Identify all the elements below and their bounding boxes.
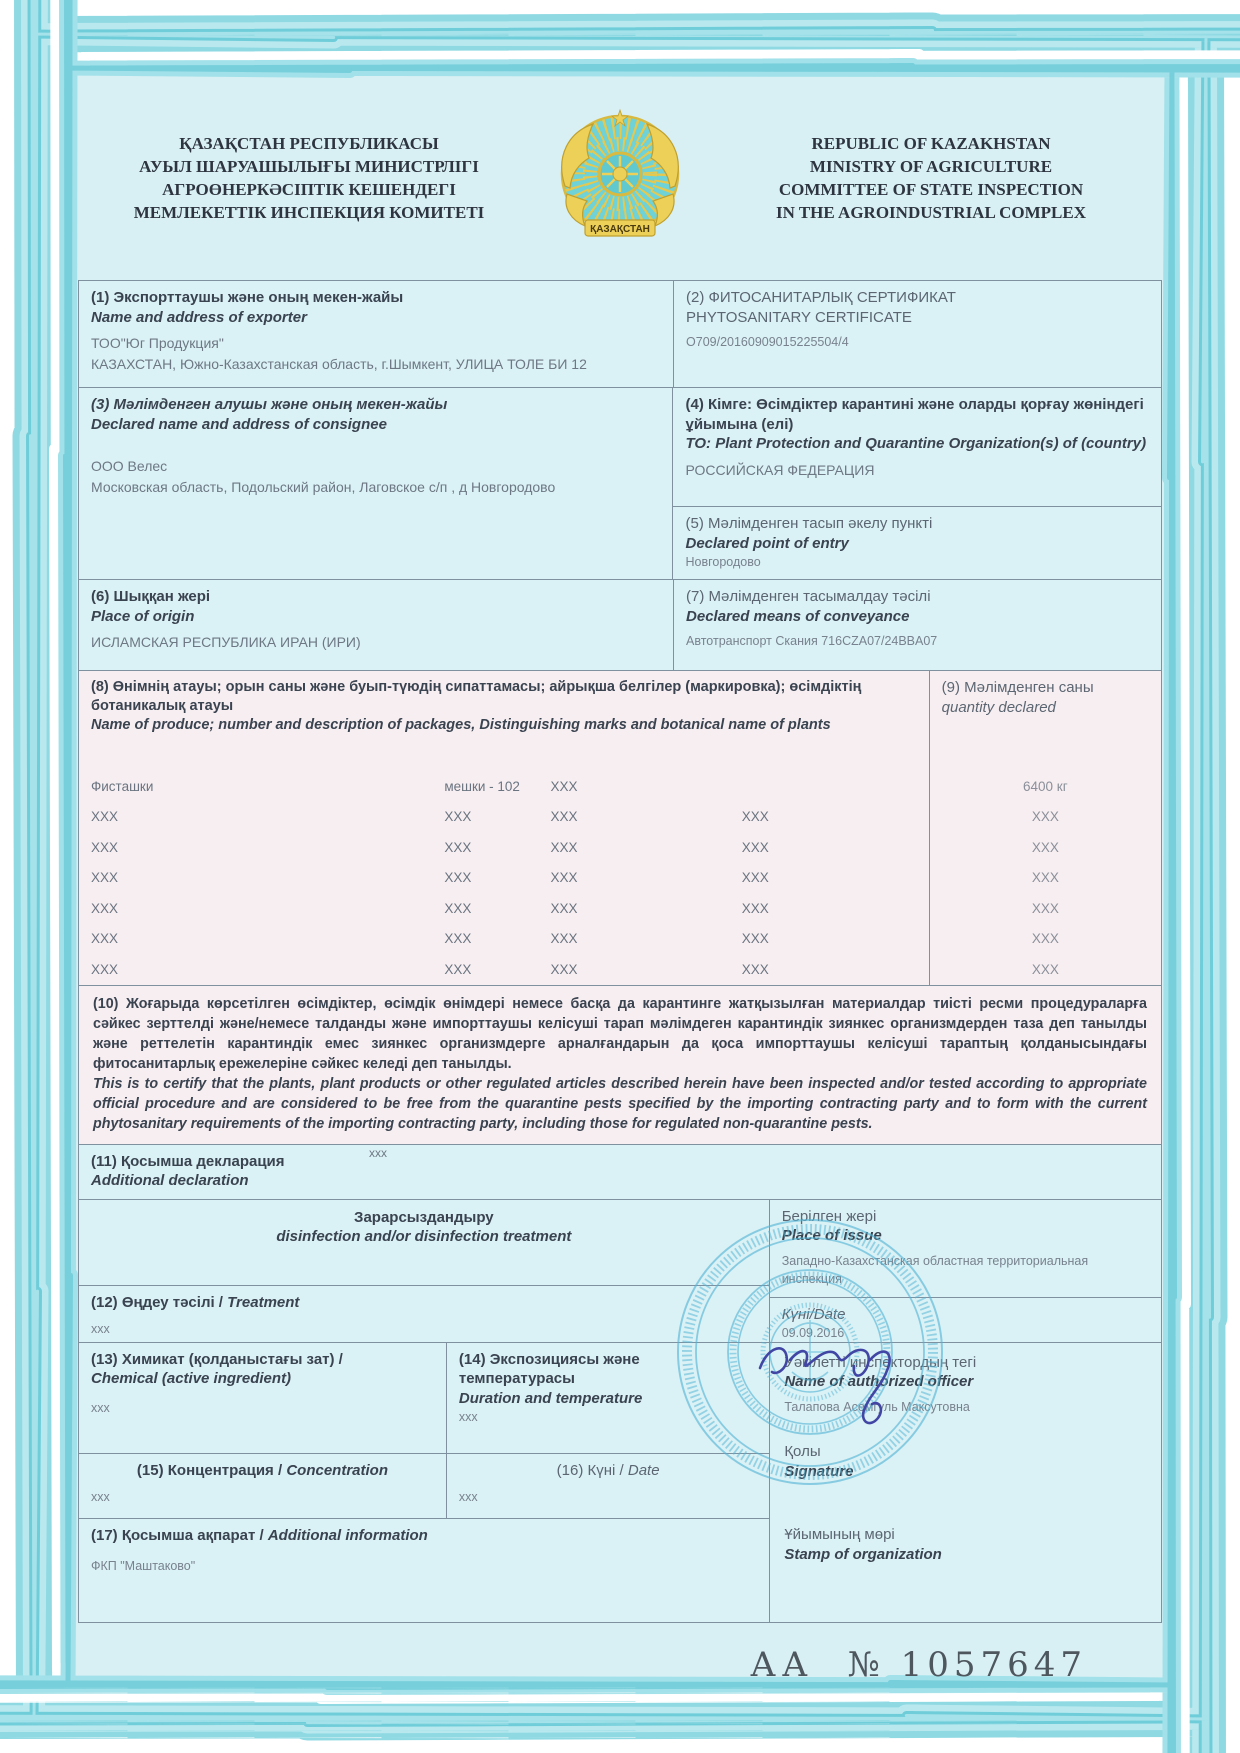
- produce-packages: ХХХ: [444, 961, 472, 977]
- field-17-additional-info: [79, 1518, 769, 1622]
- header: [78, 104, 1162, 254]
- produce-marks: ХХХ: [550, 809, 578, 825]
- field-2-label-kk: (2) ФИТОСАНИТАРЛЫҚ СЕРТИФИКАТ: [686, 289, 956, 306]
- row-8-9-produce: [79, 670, 1161, 985]
- quantity-rows: [930, 771, 1161, 985]
- field-3-value-line1: ООО Велес: [91, 458, 168, 474]
- produce-packages: ХХХ: [444, 839, 472, 855]
- field-6-label-kk: (6) Шыққан жері: [91, 588, 211, 605]
- field-14-value: ххх: [458, 1410, 478, 1425]
- produce-botanical: ХХХ: [741, 870, 769, 886]
- field-1-value-line2: КАЗАХСТАН, Южно-Казахстанская область, г.Шымкент, УЛИЦА ТОЛЕ БИ 12: [91, 356, 587, 372]
- field-13-value: ххх: [91, 1400, 110, 1415]
- field-9-label-kk: (9) Мәлімденген саны: [941, 679, 1094, 696]
- field-12-value: ххх: [91, 1322, 110, 1337]
- stamp-label-en: Stamp of organization: [784, 1545, 942, 1563]
- produce-name: ХХХ: [91, 931, 119, 947]
- produce-name: ХХХ: [91, 839, 119, 855]
- produce-row-1: [79, 771, 929, 802]
- certificate-content: [78, 78, 1162, 1683]
- produce-botanical: ХХХ: [741, 961, 769, 977]
- field-3-label-en: Declared name and address of consignee: [91, 415, 387, 433]
- date-label: Күні/Date: [781, 1305, 846, 1323]
- quantity-3: ХХХ: [1031, 839, 1059, 855]
- disinfection-label-en: disinfection and/or disinfection treatment: [276, 1228, 572, 1246]
- field-3-value-line2: Московская область, Подольский район, Лаговское с/п , д Новгородово: [91, 479, 556, 495]
- field-9-quantity-column: [929, 671, 1161, 985]
- field-8-label-en: Name of produce; number and description of packages, Distinguishing marks and botanical name of plants: [91, 716, 831, 733]
- coat-of-arms-icon: [545, 104, 695, 254]
- field-15-label-en: Concentration: [286, 1461, 388, 1479]
- row-6-7: [79, 579, 1161, 670]
- field-4-label-en: TO: Plant Protection and Quarantine Organization(s) of (country): [685, 435, 1147, 452]
- produce-row-5: [79, 893, 929, 924]
- quantity-5: ХХХ: [1031, 900, 1059, 916]
- field-4-organization: [673, 388, 1161, 507]
- field-9-header: [930, 671, 1161, 771]
- produce-name: ХХХ: [91, 809, 119, 825]
- quantity-1: 6400 кг: [1023, 778, 1068, 794]
- field-17-label-kk: (17) Қосымша ақпарат /: [91, 1526, 268, 1544]
- field-15-concentration: [79, 1454, 447, 1518]
- field-6-value: ИСЛАМСКАЯ РЕСПУБЛИКА ИРАН (ИРИ): [91, 634, 361, 650]
- produce-row-3: [79, 832, 929, 863]
- serial-value: № 1057647: [847, 1644, 1087, 1685]
- field-17-label-en: Additional information: [267, 1526, 428, 1544]
- field-4-5-stack: [672, 388, 1161, 579]
- produce-left-column: [79, 671, 929, 985]
- handwritten-signature-icon: [752, 1316, 932, 1446]
- officer-name: Талапова Асемгуль Максутовна: [784, 1399, 970, 1414]
- field-7-value: Автотранспорт Скания 716CZA07/24BBA07: [686, 634, 938, 648]
- produce-packages: ХХХ: [444, 809, 472, 825]
- field-11-note: ххх: [369, 1145, 387, 1160]
- header-kk-line1: ҚАЗАҚСТАН РЕСПУБЛИКАСЫ: [179, 134, 439, 154]
- header-kk-line4: МЕМЛЕКЕТТІК ИНСПЕКЦИЯ КОМИТЕТІ: [133, 202, 485, 222]
- quantity-6: ХХХ: [1031, 931, 1059, 947]
- stamp-label-kk: Ұйымының мөрі: [784, 1526, 895, 1544]
- field-6-label-en: Place of origin: [91, 607, 195, 625]
- field-11-label-kk: (11) Қосымша декларация: [91, 1152, 285, 1170]
- field-2-number: О709/20160909015225504/4: [686, 335, 849, 349]
- field-10-text-kk: (10) Жоғарыда көрсетілген өсімдіктер, өсімдік өнімдері немесе басқа да карантинге жатқызылған материалдар тиісті ресми процедураларға сәйкес зерттелді және/немесе талданды және импорттаушы келісуші тарап мәлімдеген карантиндік зиянкес организмдерден таза деп танылды және реттелетін карантиндік емес зиянкес организмдерге арналғандарын да қоса импорттаушы келісуші тараптың қолданысындағы фитосанитарлық ережелеріне сәйкес келеді деп танылды.: [93, 995, 1147, 1072]
- place-label-kk: Берілген жері: [781, 1207, 877, 1225]
- field-1-label-kk: (1) Экспорттаушы және оның мекен-жайы: [91, 289, 404, 306]
- stamp-label-group: [784, 1525, 1147, 1564]
- field-13-label-kk: (13) Химикат (қолданыстағы зат) /: [91, 1350, 343, 1368]
- ministry-title-en: [700, 133, 1162, 225]
- produce-name: ХХХ: [91, 870, 119, 886]
- field-16-label-kk: (16) Күні /: [556, 1461, 628, 1479]
- row-1-2: [79, 281, 1161, 387]
- field-12-label-kk: (12) Өңдеу тәсілі /: [91, 1293, 228, 1311]
- produce-marks: ХХХ: [550, 931, 578, 947]
- produce-name: Фисташки: [91, 778, 154, 794]
- field-12-label-en: Treatment: [227, 1293, 300, 1311]
- serial-number: [78, 1645, 1162, 1685]
- quantity-7: ХХХ: [1031, 961, 1059, 977]
- field-11-additional-declaration: [79, 1145, 1161, 1199]
- produce-row-4: [79, 863, 929, 894]
- produce-packages: ХХХ: [444, 870, 472, 886]
- field-16-label-en: Date: [627, 1461, 660, 1479]
- row-3-4-5: [79, 387, 1161, 579]
- field-17-value: ФКП "Маштаково": [91, 1559, 196, 1574]
- signature-label-en: Signature: [784, 1462, 854, 1480]
- field-5-label-en: Declared point of entry: [685, 534, 849, 552]
- field-4-value: РОССИЙСКАЯ ФЕДЕРАЦИЯ: [685, 461, 875, 478]
- produce-botanical: ХХХ: [741, 900, 769, 916]
- date-value: 09.09.2016: [781, 1326, 845, 1341]
- produce-botanical: ХХХ: [741, 809, 769, 825]
- field-7-label-en: Declared means of conveyance: [686, 607, 910, 625]
- field-5-value: Новгородово: [685, 555, 761, 569]
- field-10-paragraphs: [79, 986, 1161, 1144]
- field-6-origin: [79, 580, 673, 670]
- row-bottom: [79, 1342, 1161, 1622]
- field-15-label-kk: (15) Концентрация /: [136, 1461, 287, 1479]
- kazakhstan-emblem: [540, 104, 700, 254]
- field-15-value: ххх: [91, 1490, 110, 1505]
- row-11: [79, 1144, 1161, 1199]
- header-en-line3: COMMITTEE OF STATE INSPECTION: [778, 180, 1084, 199]
- produce-marks: ХХХ: [550, 900, 578, 916]
- field-1-value-line1: ТОО"Юг Продукция": [91, 335, 224, 351]
- emblem-banner-text: ҚАЗАҚСТАН: [590, 224, 650, 235]
- produce-marks: ХХХ: [550, 870, 578, 886]
- row-disinfection-place: [79, 1199, 1161, 1342]
- produce-row-6: [79, 924, 929, 955]
- field-1-exporter: [79, 281, 673, 387]
- field-5-label-kk: (5) Мәлімденген тасып әкелу пункті: [685, 515, 933, 532]
- field-3-consignee: [79, 388, 672, 579]
- field-10-text-en: This is to certify that the plants, plant products or other regulated articles described herein have been inspected and/or tested according to appropriate official procedure and are considered to be free from the quarantine pests specified by the importing contracting party and to form with the current phytosanitary requirements of the importing contracting party, including those for regulated non-quarantine pests.: [93, 1075, 1147, 1132]
- header-en-line4: IN THE AGROINDUSTRIAL COMPLEX: [776, 202, 1086, 222]
- produce-marks: ХХХ: [550, 961, 578, 977]
- produce-packages: ХХХ: [444, 931, 472, 947]
- produce-botanical: ХХХ: [741, 931, 769, 947]
- field-13-chemical: [79, 1343, 447, 1453]
- produce-row-7: [79, 954, 929, 985]
- produce-marks: ХХХ: [550, 839, 578, 855]
- field-7-conveyance: [673, 580, 1161, 670]
- header-en-line1: REPUBLIC OF KAZAKHSTAN: [811, 134, 1051, 154]
- produce-name: ХХХ: [91, 900, 119, 916]
- quantity-2: ХХХ: [1031, 809, 1059, 825]
- place-value: Западно-Казахстанская областная территориальная инспекция: [781, 1253, 1089, 1287]
- serial-series: АА: [750, 1644, 814, 1685]
- produce-rows: [79, 771, 929, 985]
- produce-marks: ХХХ: [550, 778, 578, 794]
- field-13-label-en: Chemical (active ingredient): [91, 1370, 292, 1388]
- field-11-label-en: Additional declaration: [91, 1172, 249, 1190]
- certificate-table: [78, 280, 1162, 1623]
- produce-packages: ХХХ: [444, 900, 472, 916]
- row-10-certification: [79, 985, 1161, 1144]
- header-kk-line3: АГРОӨНЕРКӘСІПТІК КЕШЕНДЕГІ: [162, 180, 456, 199]
- field-3-label-kk: (3) Мәлімденген алушы және оның мекен-жайы: [91, 396, 448, 413]
- field-8-header: [79, 671, 929, 771]
- field-14-label-kk: (14) Экспозициясы және температурасы: [458, 1350, 640, 1388]
- ministry-title-kk: [78, 133, 540, 225]
- produce-row-2: [79, 802, 929, 833]
- disinfection-label-kk: Зарарсыздандыру: [354, 1208, 494, 1226]
- field-14-label-en: Duration and temperature: [458, 1389, 643, 1407]
- field-9-label-en: quantity declared: [941, 698, 1056, 716]
- field-1-label-en: Name and address of exporter: [91, 308, 307, 326]
- produce-packages: мешки - 102: [444, 778, 520, 794]
- officer-label-kk: Уәкілетті инспектордың тегі: [784, 1353, 977, 1371]
- header-kk-line2: АУЫЛ ШАРУАШЫЛЫҒЫ МИНИСТРЛІГІ: [139, 157, 479, 177]
- field-16-value: ххх: [458, 1490, 478, 1505]
- quantity-4: ХХХ: [1031, 870, 1059, 886]
- header-en-line2: MINISTRY OF AGRICULTURE: [809, 157, 1053, 177]
- field-2-certificate: [673, 281, 1161, 387]
- produce-botanical: ХХХ: [741, 839, 769, 855]
- field-8-label-kk: (8) Өнімнің атауы; орын саны және буып-түюдің сипаттамасы; айрықша белгілер (маркировка); өсімдіктің ботаникалық атауы: [91, 679, 862, 714]
- signature-label-kk: Қолы: [784, 1443, 821, 1461]
- field-2-label-en: PHYTOSANITARY CERTIFICATE: [686, 308, 912, 326]
- officer-label-en: Name of authorized officer: [784, 1373, 974, 1391]
- field-7-label-kk: (7) Мәлімденген тасымалдау тәсілі: [686, 588, 931, 605]
- produce-name: ХХХ: [91, 961, 119, 977]
- field-4-label-kk: (4) Кімге: Өсімдіктер карантині және оларды қорғау жөніндегі ұйымына (елі): [685, 396, 1144, 433]
- place-label-en: Place of issue: [781, 1227, 882, 1245]
- field-5-point-of-entry: [673, 507, 1161, 579]
